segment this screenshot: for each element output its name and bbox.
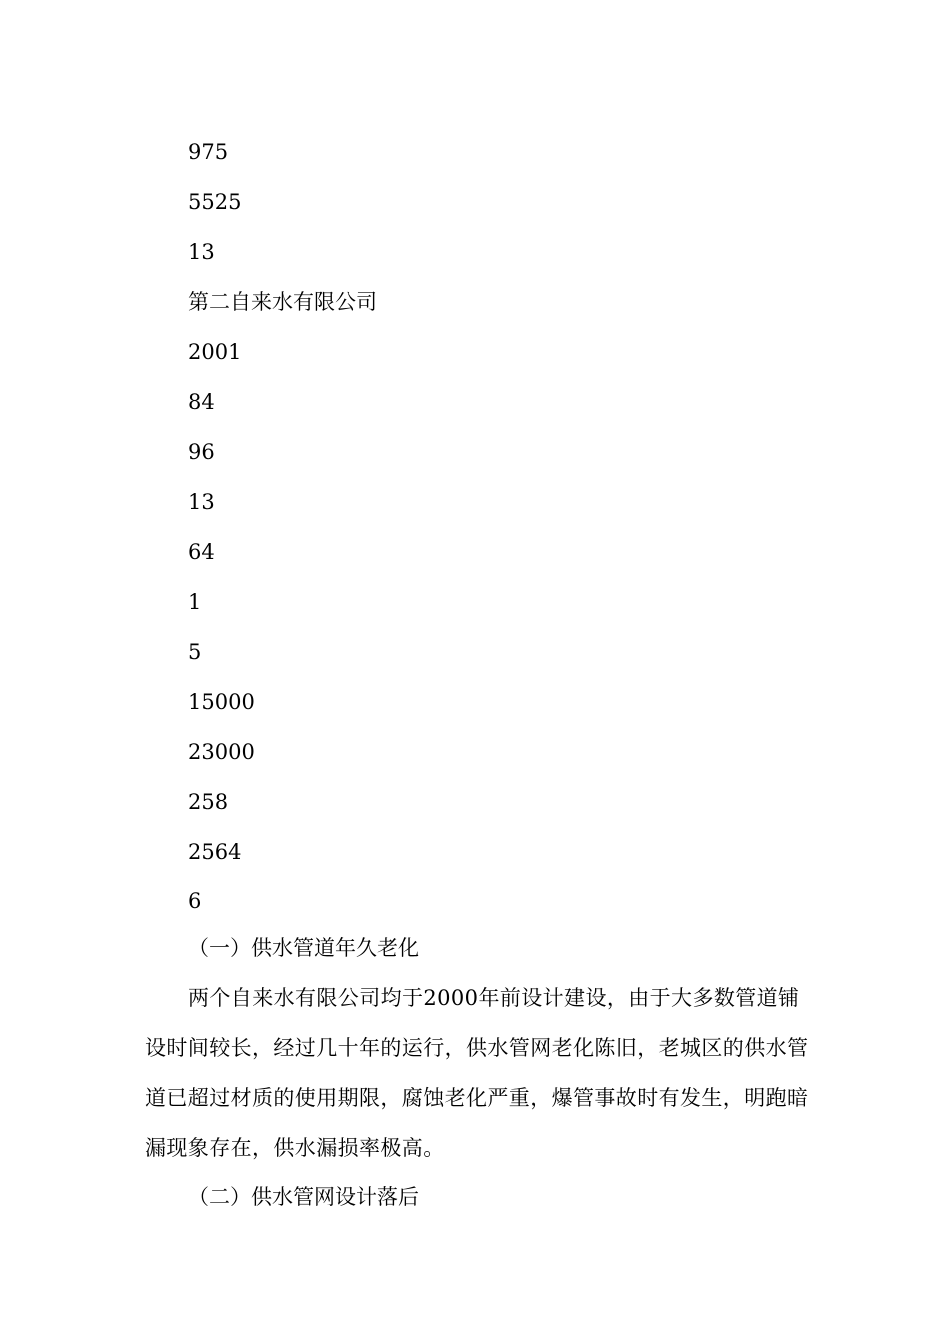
value-line: 5 xyxy=(188,640,202,664)
value-line: 15000 xyxy=(188,690,255,714)
value-line: 6 xyxy=(188,889,202,913)
value-line: 2564 xyxy=(188,840,242,864)
company-name-line: 第二自来水有限公司 xyxy=(188,290,377,314)
section-heading-2: （二）供水管网设计落后 xyxy=(188,1185,419,1209)
value-line: 23000 xyxy=(188,740,255,764)
value-line: 1 xyxy=(188,590,202,614)
section-paragraph-1: 两个自来水有限公司均于2000年前设计建设，由于大多数管道铺设时间较长，经过几十年的运行，供水管网老化陈旧，老城区的供水管道已超过材质的使用期限，腐蚀老化严重，爆管事故时有发生，明跑暗漏现象存在，供水漏损率极高。 xyxy=(145,986,809,1160)
value-line: 13 xyxy=(188,490,215,514)
value-line: 13 xyxy=(188,240,215,264)
value-line: 2001 xyxy=(188,340,242,364)
value-line: 96 xyxy=(188,440,215,464)
value-line: 64 xyxy=(188,540,215,564)
section-heading-1: （一）供水管道年久老化 xyxy=(188,936,419,960)
value-line: 84 xyxy=(188,390,215,414)
value-line: 258 xyxy=(188,790,229,814)
value-line: 5525 xyxy=(188,190,242,214)
value-line: 975 xyxy=(188,140,229,164)
